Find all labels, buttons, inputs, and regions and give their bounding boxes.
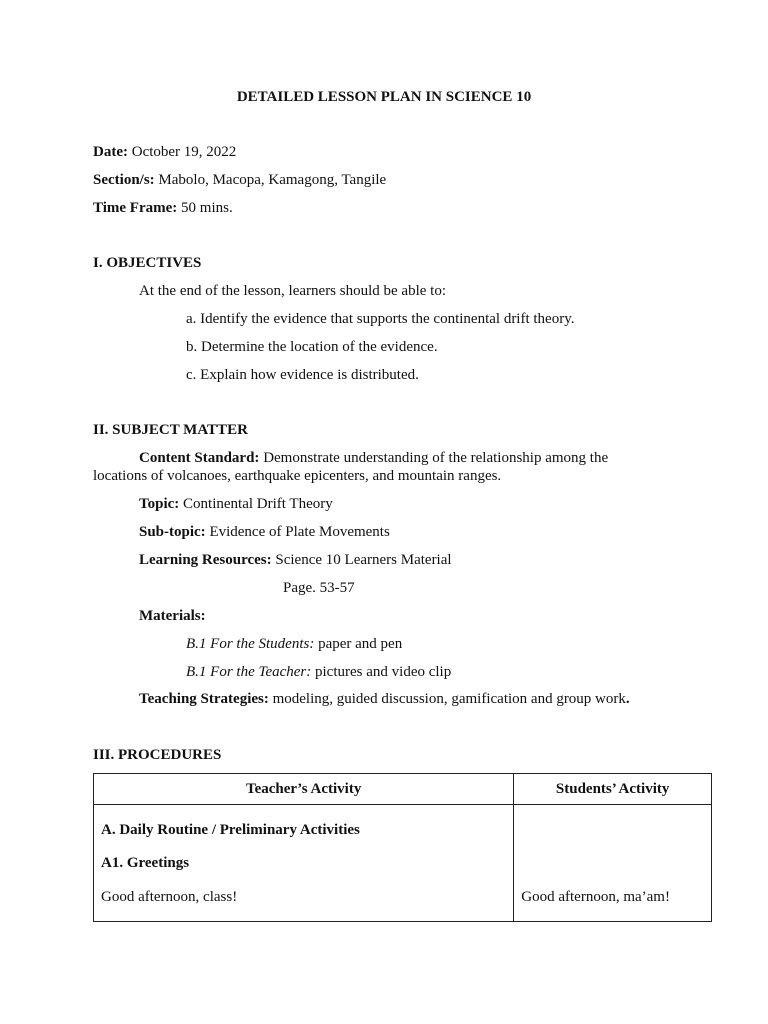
materials-teacher-value: pictures and video clip: [315, 664, 452, 680]
date-value: October 19, 2022: [131, 144, 237, 160]
procedures-table: [93, 773, 712, 922]
materials-students-value: paper and pen: [318, 636, 403, 652]
daily-routine-heading: A. Daily Routine / Preliminary Activities: [101, 822, 360, 838]
resources-value: Science 10 Learners Material: [275, 552, 452, 568]
timeframe-line: [93, 199, 233, 217]
subtopic-value: Evidence of Plate Movements: [209, 524, 390, 540]
date-label: Date:: [93, 144, 128, 160]
student-greeting: Good afternoon, ma’am!: [521, 889, 670, 905]
objective-item: b. Determine the location of the evidence.: [186, 339, 438, 355]
procedures-heading: III. PROCEDURES: [93, 747, 222, 763]
students-activity-cell: [514, 805, 712, 922]
materials-students-label: B.1 For the Students:: [186, 636, 315, 652]
topic-label: Topic:: [139, 496, 180, 512]
teacher-activity-header: Teacher’s Activity: [94, 774, 514, 805]
content-standard-label: Content Standard:: [139, 450, 260, 466]
section-label: Section/s:: [93, 172, 155, 188]
resources-label: Learning Resources:: [139, 552, 272, 568]
materials-teacher-line: [186, 663, 451, 681]
content-standard-paragraph: [93, 449, 653, 485]
objective-item: c. Explain how evidence is distributed.: [186, 367, 419, 383]
strategies-value: modeling, guided discussion, gamification and group work: [272, 691, 626, 707]
resources-line: [139, 551, 452, 569]
strategies-label: Teaching Strategies:: [139, 691, 269, 707]
teacher-greeting: Good afternoon, class!: [101, 889, 238, 905]
resources-page: Page. 53-57: [283, 580, 355, 596]
strategies-line: [139, 690, 630, 708]
table-header-row: [94, 774, 712, 805]
timeframe-value: 50 mins.: [181, 200, 233, 216]
greetings-heading: A1. Greetings: [101, 855, 190, 871]
topic-value: Continental Drift Theory: [183, 496, 333, 512]
teacher-activity-cell: [94, 805, 514, 922]
document-title: DETAILED LESSON PLAN IN SCIENCE 10: [236, 89, 532, 105]
table-row: [94, 805, 712, 922]
materials-teacher-label: B.1 For the Teacher:: [186, 664, 312, 680]
strategies-period: .: [625, 691, 630, 707]
subtopic-label: Sub-topic:: [139, 524, 206, 540]
subtopic-line: [139, 523, 390, 541]
timeframe-label: Time Frame:: [93, 200, 178, 216]
content-standard-value: Demonstrate understanding of the relationship among the locations of volcanoes, earthquake epicenters, and mountain ranges.: [93, 450, 609, 484]
objectives-intro: At the end of the lesson, learners should be able to:: [139, 283, 447, 299]
section-line: [93, 171, 386, 189]
objectives-heading: I. OBJECTIVES: [93, 255, 202, 271]
topic-line: [139, 495, 333, 513]
materials-label: Materials:: [139, 608, 206, 624]
students-activity-header: Students’ Activity: [514, 774, 712, 805]
subject-matter-heading: II. SUBJECT MATTER: [93, 422, 248, 438]
objective-item: a. Identify the evidence that supports the continental drift theory.: [186, 311, 575, 327]
date-line: [93, 143, 236, 161]
materials-students-line: [186, 635, 402, 653]
section-value: Mabolo, Macopa, Kamagong, Tangile: [158, 172, 387, 188]
